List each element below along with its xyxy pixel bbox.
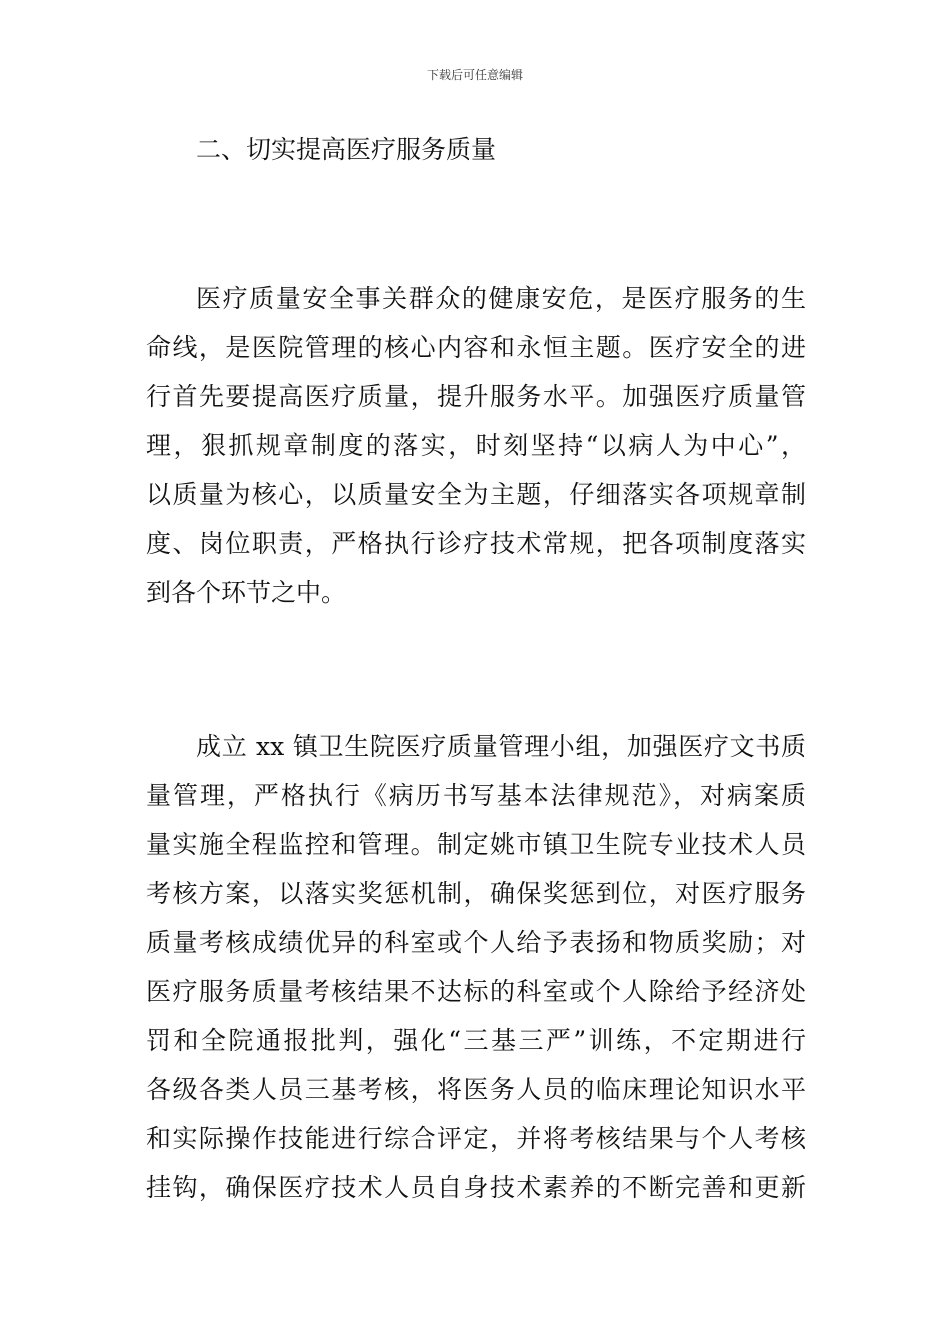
paragraph-line: 以质量为核心，以质量安全为主题，仔细落实各项规章制 bbox=[146, 480, 806, 509]
paragraph-line: 医疗服务质量考核结果不达标的科室或个人除给予经济处 bbox=[146, 977, 806, 1006]
paragraph-line: 量实施全程监控和管理。制定姚市镇卫生院专业技术人员 bbox=[146, 830, 806, 859]
header-note: 下载后可任意编辑 bbox=[426, 68, 523, 82]
paragraph-line: 到各个环节之中。 bbox=[146, 578, 347, 607]
paragraph-line: 命线，是医院管理的核心内容和永恒主题。医疗安全的进 bbox=[146, 333, 806, 362]
paragraph-line: 质量考核成绩优异的科室或个人给予表扬和物质奖励；对 bbox=[146, 928, 806, 957]
section-heading: 二、切实提高医疗服务质量 bbox=[196, 135, 497, 164]
paragraph-line: 各级各类人员三基考核，将医务人员的临床理论知识水平 bbox=[146, 1075, 806, 1104]
paragraph-line: 考核方案，以落实奖惩机制，确保奖惩到位，对医疗服务 bbox=[146, 879, 806, 908]
paragraph-line: 度、岗位职责，严格执行诊疗技术常规，把各项制度落实 bbox=[146, 529, 806, 558]
paragraph-line: 行首先要提高医疗质量，提升服务水平。加强医疗质量管 bbox=[146, 382, 806, 411]
paragraph-line: 成立 xx 镇卫生院医疗质量管理小组，加强医疗文书质 bbox=[196, 732, 806, 761]
paragraph-line: 罚和全院通报批判，强化“三基三严”训练，不定期进行 bbox=[146, 1026, 806, 1055]
paragraph-line: 理，狠抓规章制度的落实，时刻坚持“以病人为中心”， bbox=[146, 431, 806, 460]
paragraph-quality-management-group bbox=[146, 722, 806, 1212]
paragraph-line: 医疗质量安全事关群众的健康安危，是医疗服务的生 bbox=[196, 284, 806, 313]
paragraph-line: 挂钩，确保医疗技术人员自身技术素养的不断完善和更新 bbox=[146, 1173, 806, 1202]
paragraph-line: 和实际操作技能进行综合评定，并将考核结果与个人考核 bbox=[146, 1124, 806, 1153]
paragraph-medical-quality-safety bbox=[146, 274, 806, 617]
paragraph-line: 量管理，严格执行《病历书写基本法律规范》，对病案质 bbox=[146, 781, 806, 810]
